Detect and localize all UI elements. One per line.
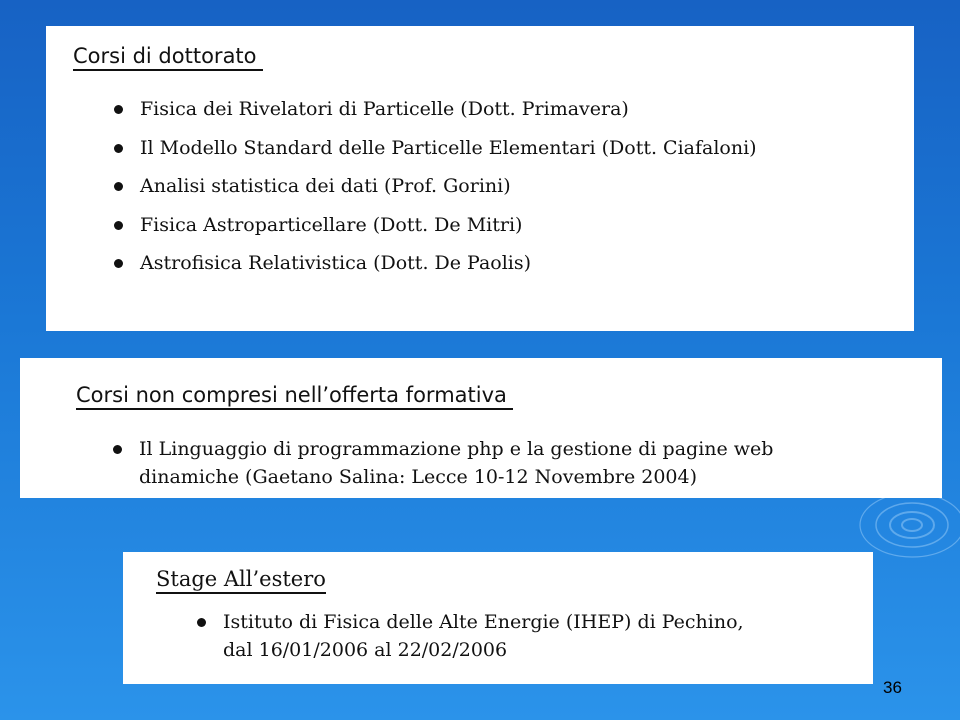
bullet-icon [114,182,123,191]
list-item: Fisica dei Rivelatori di Particelle (Dott. Primavera) [112,90,757,129]
phd-courses-list [112,90,757,283]
slide-number: 36 [883,678,902,697]
bullet-icon [114,221,123,230]
list-item: Il Linguaggio di programmazione php e la gestione di pagine web dinamiche (Gaetano Salina: Lecce 10-12 Novembre 2004) [111,435,773,491]
internship-abroad-heading: Stage All’estero [156,566,326,594]
list-item: Il Modello Standard delle Particelle Elementari (Dott. Ciafaloni) [112,129,757,168]
list-item: Analisi statistica dei dati (Prof. Gorini) [112,167,757,206]
bullet-icon [114,105,123,114]
extra-courses-heading: Corsi non compresi nell’offerta formativa [76,382,513,410]
phd-courses-heading: Corsi di dottorato [73,43,263,71]
internship-abroad-list [195,608,744,664]
bullet-icon [114,259,123,268]
bullet-icon [113,445,122,454]
list-item: Astrofisica Relativistica (Dott. De Paolis) [112,244,757,283]
list-item: Fisica Astroparticellare (Dott. De Mitri) [112,206,757,245]
bullet-icon [114,144,123,153]
extra-courses-panel [20,358,942,498]
list-item: Istituto di Fisica delle Alte Energie (IHEP) di Pechino, dal 16/01/2006 al 22/02/2006 [195,608,744,664]
extra-courses-list [111,435,773,491]
bullet-icon [197,618,206,627]
internship-abroad-panel [123,552,873,684]
phd-courses-panel [46,26,914,331]
